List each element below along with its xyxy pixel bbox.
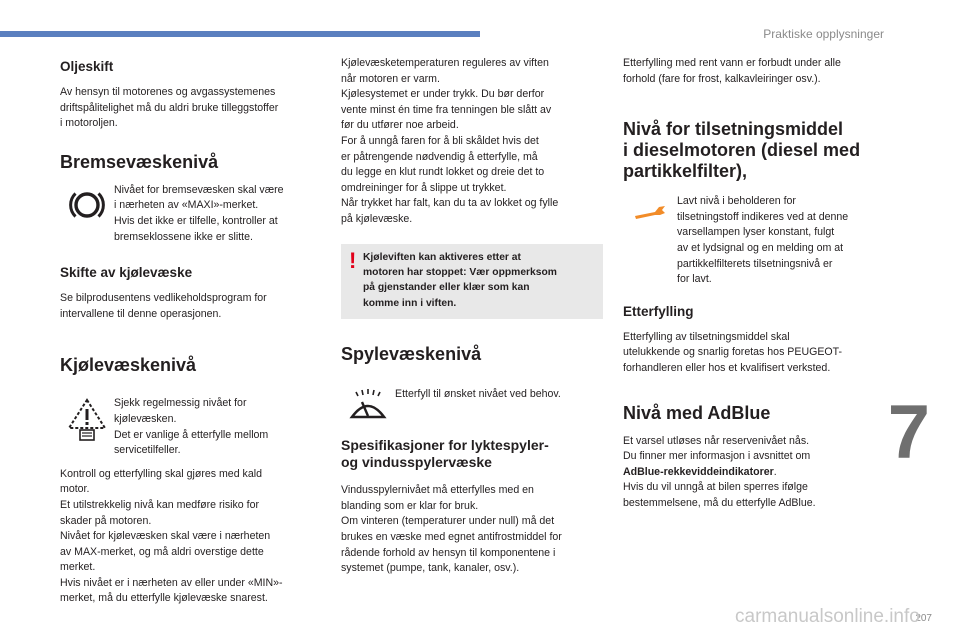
chapter-number: 7: [887, 390, 930, 475]
washer-fluid-icon: [349, 387, 387, 423]
washer-fluid-text: Etterfyll til ønsket nivået ved behov.: [395, 388, 561, 401]
watermark: carmanualsonline.info: [735, 606, 920, 627]
fan-warning-text: Kjøleviften kan aktiveres etter at motoren har stoppet: Vær oppmerksom på gjenstander eller klær som kan komme inn i viften.: [363, 251, 557, 309]
coolant-temperature-text: Kjølevæsketemperaturen reguleres av viften når motoren er varm. Kjølesystemet er under trykk. Du bør derfor vente minst én time fra tenningen ble slått av før du utfører noe arbeid. For å unngå faren for å bli skåldet hvis det er påtrengende nødvendig å etterfylle, må du legge en klut rundt lokket og dreie det to omdreininger for å slippe ut trykket. Når trykket har falt, kan du ta av lokket og fylle på kjølevæske.: [341, 57, 559, 225]
fan-warning-box: [341, 244, 603, 320]
brake-fluid-row: [60, 183, 320, 245]
warning-exclamation-icon: !: [349, 247, 357, 273]
column-1: [60, 56, 320, 607]
coolant-level-text: Sjekk regelmessig nivået for kjølevæsken. Det er vanlige å etterfylle mellom servicetilfeller.: [114, 397, 269, 457]
coolant-change-text: Se bilprodusentens vedlikeholdsprogram for intervallene til denne operasjonen.: [60, 292, 267, 320]
refill-heading: Etterfylling: [623, 303, 694, 319]
coolant-warning-icon: [67, 398, 107, 442]
coolant-level-heading: Kjølevæskenivå: [60, 355, 197, 376]
adblue-range-link: AdBlue-rekkeviddeindikatorer: [623, 465, 774, 478]
coolant-level-row: [60, 396, 320, 458]
section-header: Praktiske opplysninger: [763, 27, 884, 41]
water-refill-warning-text: Etterfylling med rent vann er forbudt under alle forhold (fare for frost, kalkavleiringer osv.).: [623, 57, 841, 85]
coolant-level-details: Kontroll og etterfylling skal gjøres med kald motor. Et utilstrekkelig nivå kan medføre risiko for skader på motoren. Nivået for kjølevæsken skal være i nærheten av MAX-merket, og må aldri overstige dette merket. Hvis nivået er i nærheten av eller under «MIN»- merket, må du etterfylle kjølevæske snarest.: [60, 467, 283, 605]
brake-warning-icon: [69, 189, 105, 221]
washer-spec-heading: Spesifikasjoner for lyktespyler- og vindusspylervæske: [341, 437, 549, 471]
washer-fluid-row: [341, 387, 603, 423]
column-3: [623, 56, 885, 512]
diesel-additive-row: [623, 194, 885, 288]
adblue-text: [623, 434, 885, 512]
refill-text: Etterfylling av tilsetningsmiddel skal utelukkende og snarlig foretas hos PEUGEOT- forhandleren eller hos et kvalifisert verksted.: [623, 330, 843, 374]
oil-change-heading: Oljeskift: [60, 59, 114, 74]
column-2: [341, 56, 603, 577]
brake-fluid-text: Nivået for bremsevæsken skal være i nærheten av «MAXI»-merket. Hvis det ikke er tilfelle, kontroller at bremseklossene ikke er slitte.: [114, 183, 284, 243]
adblue-text-part-1: Et varsel utløses når reservenivået nås. Du finner mer informasjon i avsnittet om: [623, 434, 811, 463]
adblue-heading: Nivå med AdBlue: [623, 402, 771, 423]
header-accent-bar: [0, 31, 480, 37]
diesel-additive-text: Lavt nivå i beholderen for tilsetningstoff indikeres ved at denne varsellampen lyser konstant, fulgt av et lydsignal og en melding om at partikkelfilterets tilsetningsnivå er for lavt.: [677, 195, 849, 286]
page-number: 207: [915, 613, 932, 624]
oil-change-text: Av hensyn til motorenes og avgassystemenes driftspålitelighet må du aldri bruke tilleggstoffer i motoroljen.: [60, 86, 279, 130]
washer-spec-text: Vindusspylernivået må etterfylles med en blanding som er klar for bruk. Om vinteren (temperaturer under null) må det brukes en væske med egnet antifrostmiddel for rådende forhold av hensyn til komponentene i systemet (pumpe, tank, kanaler, osv.).: [341, 484, 562, 575]
washer-fluid-heading: Spylevæskenivå: [341, 344, 482, 365]
coolant-change-heading: Skifte av kjølevæske: [60, 265, 193, 281]
diesel-additive-heading: Nivå for tilsetningsmiddel i dieselmotoren (diesel med partikkelfilter),: [623, 119, 861, 182]
wrench-icon: [633, 202, 667, 222]
adblue-text-part-2: . Hvis du vil unngå at bilen sperres ifølge bestemmelsene, må du etterfylle AdBlue.: [623, 465, 816, 509]
brake-fluid-heading: Bremsevæskenivå: [60, 151, 219, 172]
